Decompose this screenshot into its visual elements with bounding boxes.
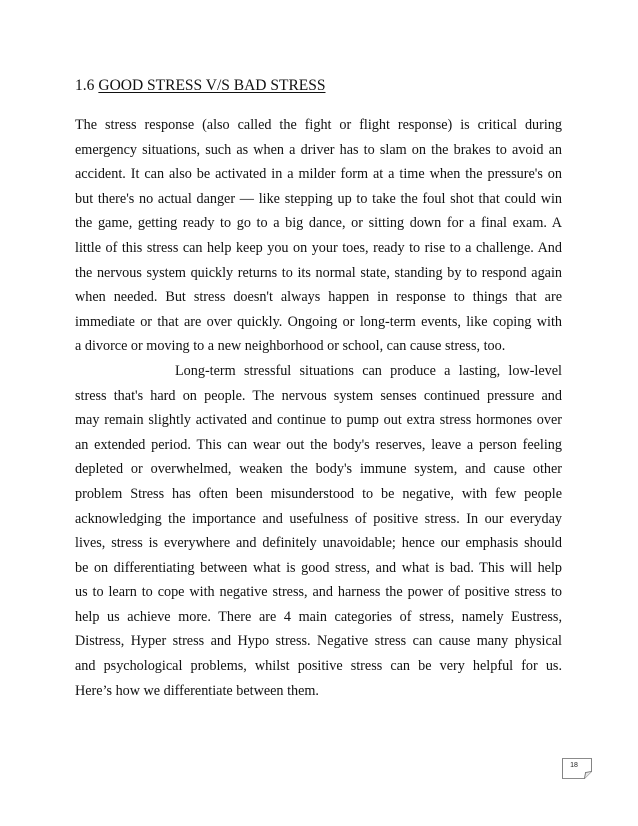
text-line: problem Stress has often been misunderstood to be negative, with few people: [75, 485, 562, 502]
body-text: [75, 113, 562, 703]
section-number: 1.6: [75, 77, 95, 94]
text-line: a divorce or moving to a new neighborhood or school, can cause stress, too.: [75, 338, 506, 355]
text-line: little of this stress can help keep you on your toes, ready to rise to a challenge. And: [75, 239, 562, 256]
text-line: acknowledging the importance and usefulness of positive stress. In our everyday: [75, 510, 562, 527]
text-line: accident. It can also be activated in a milder form at a time when the pressure's on: [75, 166, 562, 183]
page-number-box: [562, 758, 592, 779]
text-line: Distress, Hyper stress and Hypo stress. Negative stress can cause many physical: [75, 633, 562, 650]
text-line: emergency situations, such as when a driver has to slam on the brakes to avoid an: [75, 141, 562, 158]
page-number: 18: [570, 762, 578, 769]
text-line: the nervous system quickly returns to its normal state, standing by to respond again: [75, 264, 562, 281]
text-line: and psychological problems, whilst positive stress can be very helpful for us.: [75, 658, 562, 675]
text-line: but there's no actual danger — like stepping up to take the foul shot that could win: [75, 190, 562, 207]
text-line: lives, stress is everywhere and definitely unavoidable; hence our emphasis should: [75, 535, 562, 552]
text-line: the game, getting ready to go to a big dance, or sitting down for a final exam. A: [75, 215, 562, 232]
text-line: Here’s how we differentiate between them.: [75, 682, 319, 699]
text-line: Long-term stressful situations can produce a lasting, low-level: [175, 362, 562, 379]
text-line: The stress response (also called the fight or flight response) is critical during: [75, 117, 562, 133]
text-line: an extended period. This can wear out the body's reserves, leave a person feeling: [75, 436, 562, 453]
text-line: us to learn to cope with negative stress, and harness the power of positive stress to: [75, 584, 562, 601]
text-line: stress that's hard on people. The nervous system senses continued pressure and: [75, 387, 562, 404]
text-line: help us achieve more. There are 4 main categories of stress, namely Eustress,: [75, 608, 562, 625]
section-heading: [75, 76, 326, 96]
section-title: GOOD STRESS V/S BAD STRESS: [98, 77, 326, 94]
text-line: when needed. But stress doesn't always happen in response to things that are: [75, 289, 562, 306]
text-line: depleted or overwhelmed, weaken the body's immune system, and cause other: [75, 461, 562, 478]
text-line: may remain slightly activated and continue to pump out extra stress hormones over: [75, 412, 562, 429]
text-line: be on differentiating between what is good stress, and what is bad. This will help: [75, 559, 562, 576]
text-line: immediate or that are over quickly. Ongoing or long-term events, like coping with: [75, 313, 562, 330]
